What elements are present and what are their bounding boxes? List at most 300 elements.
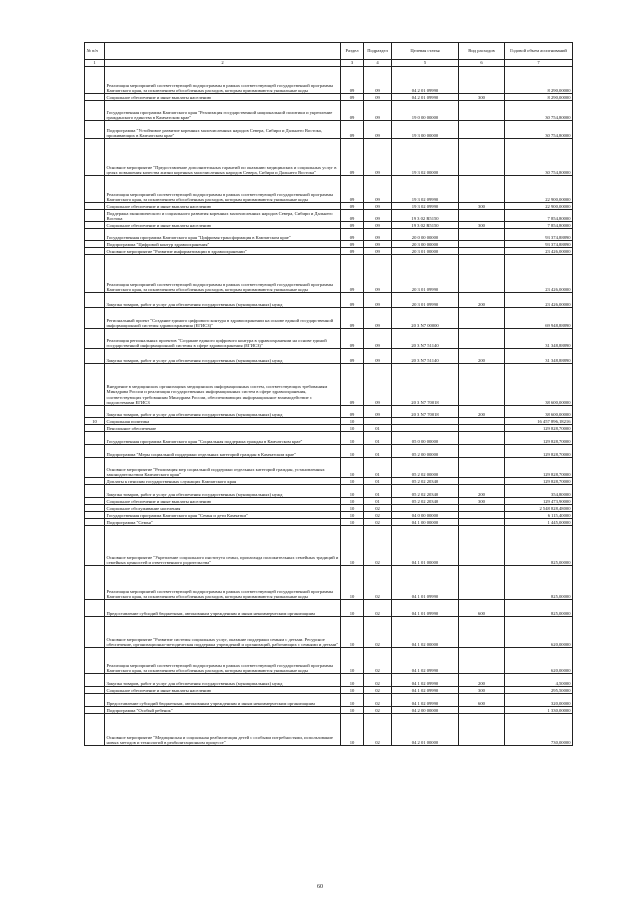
cell-no bbox=[85, 600, 105, 617]
header-row bbox=[85, 43, 573, 60]
cell-no bbox=[85, 176, 105, 203]
cell-sum: 2 548 828,48000 bbox=[505, 505, 573, 512]
cell-sum: 825,00000 bbox=[505, 566, 573, 600]
cell-target: 04 2 01 09990 bbox=[392, 67, 459, 94]
cell-name: Основное мероприятие "Предоставление дополнительных гарантий по оказанию медицинских и социальных услуг в целях повышения качества жизни коренных малочисленных народов Севера, Сибири и Дальнего Востока" bbox=[105, 139, 341, 176]
cell-no bbox=[85, 707, 105, 714]
cell-no bbox=[85, 505, 105, 512]
col-number: 6 bbox=[459, 60, 505, 67]
cell-no bbox=[85, 248, 105, 255]
table-row bbox=[85, 694, 573, 707]
col-header-no: № п/п bbox=[85, 43, 105, 60]
col-header-razdel: Раздел bbox=[341, 43, 364, 60]
cell-vid bbox=[459, 364, 505, 406]
cell-no bbox=[85, 674, 105, 687]
cell-vid: 300 bbox=[459, 203, 505, 210]
cell-sum: 38 600,00000 bbox=[505, 406, 573, 418]
cell-no bbox=[85, 425, 105, 432]
cell-name: Социальное обеспечение и иные выплаты населению bbox=[105, 222, 341, 229]
cell-podrazdel: 09 bbox=[364, 248, 392, 255]
cell-vid bbox=[459, 329, 505, 349]
cell-name: Закупка товаров, работ и услуг для обеспечения государственных (муниципальных) нужд bbox=[105, 293, 341, 308]
table-row bbox=[85, 600, 573, 617]
table-row bbox=[85, 210, 573, 222]
cell-name: Реализация мероприятий соответствующей подпрограммы в рамках соответствующей государственной программы Камчатского края, за исключением обособленных расходов, которым присваиваются уникальные коды bbox=[105, 176, 341, 203]
cell-sum: 1 445,00000 bbox=[505, 519, 573, 526]
cell-name: Предоставление субсидий бюджетным, автономным учреждениям и иным некоммерческим организациям bbox=[105, 694, 341, 707]
cell-razdel: 09 bbox=[341, 329, 364, 349]
cell-vid bbox=[459, 210, 505, 222]
table-row bbox=[85, 67, 573, 94]
cell-sum: 93 374,88890 bbox=[505, 229, 573, 241]
cell-razdel: 09 bbox=[341, 349, 364, 364]
cell-podrazdel: 09 bbox=[364, 349, 392, 364]
cell-name: Реализация мероприятий соответствующей подпрограммы в рамках соответствующей государственной программы Камчатского края, за исключением обособленных расходов, которым присваиваются уникальные коды bbox=[105, 67, 341, 94]
cell-target: 20 3 N7 70018 bbox=[392, 364, 459, 406]
cell-name: Основное мероприятие "Реализация мер социальной поддержки отдельных категорий граждан, установленных законодательством Камчатского края" bbox=[105, 458, 341, 478]
cell-podrazdel: 01 bbox=[364, 425, 392, 432]
table-row bbox=[85, 139, 573, 176]
cell-name: Реализация мероприятий соответствующей подпрограммы в рамках соответствующей государственной программы Камчатского края, за исключением обособленных расходов, которым присваиваются уникальные коды bbox=[105, 566, 341, 600]
cell-sum: 31 348,88890 bbox=[505, 329, 573, 349]
table-row bbox=[85, 101, 573, 121]
cell-sum: 22 900,00000 bbox=[505, 176, 573, 203]
cell-podrazdel: 01 bbox=[364, 485, 392, 498]
cell-podrazdel: 01 bbox=[364, 498, 392, 505]
table-row bbox=[85, 648, 573, 674]
cell-razdel: 10 bbox=[341, 432, 364, 445]
cell-name: Государственная программа Камчатского края "Семья и дети Камчатки" bbox=[105, 512, 341, 519]
cell-target: 19 3 02 R5150 bbox=[392, 210, 459, 222]
table-row bbox=[85, 425, 573, 432]
cell-vid: 600 bbox=[459, 694, 505, 707]
cell-razdel: 09 bbox=[341, 229, 364, 241]
cell-sum: 129 828,70000 bbox=[505, 478, 573, 485]
cell-no bbox=[85, 406, 105, 418]
cell-sum: 30 754,80000 bbox=[505, 121, 573, 139]
cell-target: 05 2 02 00000 bbox=[392, 458, 459, 478]
cell-razdel: 10 bbox=[341, 418, 364, 425]
cell-name: Социальное обеспечение и иные выплаты населению bbox=[105, 203, 341, 210]
cell-sum: 129 828,70000 bbox=[505, 432, 573, 445]
cell-name: Основное мероприятие "Развитие системы социальных услуг, оказание поддержки семьям с детьми. Ресурсное обеспечение, организационно-методическая поддержка учреждений и организаций, работающих с семьями и детьми" bbox=[105, 617, 341, 648]
cell-razdel: 09 bbox=[341, 176, 364, 203]
cell-sum: 354,80000 bbox=[505, 485, 573, 498]
cell-vid: 200 bbox=[459, 293, 505, 308]
cell-podrazdel: 02 bbox=[364, 512, 392, 519]
cell-razdel: 09 bbox=[341, 241, 364, 248]
cell-no bbox=[85, 566, 105, 600]
table-row bbox=[85, 248, 573, 255]
cell-podrazdel: 09 bbox=[364, 121, 392, 139]
budget-table-sheet bbox=[84, 42, 572, 746]
table-row bbox=[85, 432, 573, 445]
cell-podrazdel: 09 bbox=[364, 293, 392, 308]
table-row bbox=[85, 329, 573, 349]
cell-no bbox=[85, 458, 105, 478]
table-row bbox=[85, 458, 573, 478]
cell-razdel: 10 bbox=[341, 600, 364, 617]
cell-vid bbox=[459, 445, 505, 458]
cell-vid bbox=[459, 121, 505, 139]
cell-target: 19 0 00 00000 bbox=[392, 101, 459, 121]
cell-target: 04 2 01 09990 bbox=[392, 94, 459, 101]
cell-razdel: 10 bbox=[341, 566, 364, 600]
cell-no bbox=[85, 329, 105, 349]
cell-podrazdel: 09 bbox=[364, 101, 392, 121]
cell-vid bbox=[459, 458, 505, 478]
cell-sum: 620,00000 bbox=[505, 617, 573, 648]
cell-no bbox=[85, 94, 105, 101]
cell-podrazdel: 09 bbox=[364, 241, 392, 248]
cell-podrazdel: 09 bbox=[364, 308, 392, 329]
table-row bbox=[85, 687, 573, 694]
cell-no bbox=[85, 255, 105, 293]
table-body bbox=[85, 67, 573, 746]
cell-podrazdel: 09 bbox=[364, 329, 392, 349]
cell-razdel: 10 bbox=[341, 478, 364, 485]
cell-sum: 23 426,00000 bbox=[505, 248, 573, 255]
cell-sum: 31 348,88890 bbox=[505, 349, 573, 364]
col-number: 4 bbox=[364, 60, 392, 67]
cell-sum: 295,50000 bbox=[505, 687, 573, 694]
cell-name: Подпрограмма "Цифровой контур здравоохранения" bbox=[105, 241, 341, 248]
cell-podrazdel bbox=[364, 418, 392, 425]
cell-razdel: 10 bbox=[341, 687, 364, 694]
col-header-sum: Годовой объем ассигнований bbox=[505, 43, 573, 60]
cell-name: Основное мероприятие "Укрепление социального института семьи, пропаганда положительных семейных традиций и семейных ценностей и ответственного родительства" bbox=[105, 526, 341, 566]
cell-target: 20 0 00 00000 bbox=[392, 229, 459, 241]
cell-name: Закупка товаров, работ и услуг для обеспечения государственных (муниципальных) нужд bbox=[105, 349, 341, 364]
cell-target: 20 3 01 09990 bbox=[392, 293, 459, 308]
cell-razdel: 09 bbox=[341, 203, 364, 210]
cell-name: Социальное обеспечение и иные выплаты населению bbox=[105, 94, 341, 101]
cell-name: Подпрограмма "Меры социальной поддержки отдельных категорий граждан в Камчатском крае" bbox=[105, 445, 341, 458]
cell-sum: 7 854,80000 bbox=[505, 222, 573, 229]
cell-sum: 4,50000 bbox=[505, 674, 573, 687]
cell-vid bbox=[459, 512, 505, 519]
cell-sum: 23 426,00000 bbox=[505, 255, 573, 293]
cell-name: Государственная программа Камчатского края "Реализация государственной национальной политики и укрепление гражданского единства в Камчатском крае" bbox=[105, 101, 341, 121]
cell-vid bbox=[459, 425, 505, 432]
cell-no bbox=[85, 526, 105, 566]
cell-name: Пенсионное обеспечение bbox=[105, 425, 341, 432]
cell-razdel: 10 bbox=[341, 512, 364, 519]
cell-target: 20 3 01 09990 bbox=[392, 255, 459, 293]
cell-target: 04 1 02 09990 bbox=[392, 694, 459, 707]
cell-no bbox=[85, 364, 105, 406]
cell-name: Государственная программа Камчатского края "Цифровая трансформация в Камчатском крае" bbox=[105, 229, 341, 241]
cell-name: Доплаты к пенсиям государственных служащих Камчатского края bbox=[105, 478, 341, 485]
cell-razdel: 09 bbox=[341, 210, 364, 222]
table-row bbox=[85, 526, 573, 566]
cell-razdel: 09 bbox=[341, 121, 364, 139]
cell-sum: 6 115,40000 bbox=[505, 512, 573, 519]
cell-target: 19 3 00 00000 bbox=[392, 121, 459, 139]
cell-no bbox=[85, 121, 105, 139]
cell-no bbox=[85, 222, 105, 229]
cell-podrazdel: 02 bbox=[364, 505, 392, 512]
cell-sum: 93 374,88890 bbox=[505, 241, 573, 248]
table-row bbox=[85, 222, 573, 229]
cell-name: Подпрограмма "Семья" bbox=[105, 519, 341, 526]
cell-no bbox=[85, 432, 105, 445]
cell-vid: 300 bbox=[459, 222, 505, 229]
cell-target: 19 3 02 R5150 bbox=[392, 222, 459, 229]
cell-sum: 38 600,00000 bbox=[505, 364, 573, 406]
cell-sum: 23 426,00000 bbox=[505, 293, 573, 308]
cell-target: 05 2 00 00000 bbox=[392, 445, 459, 458]
cell-razdel: 09 bbox=[341, 308, 364, 329]
cell-no bbox=[85, 478, 105, 485]
cell-target: 20 3 N7 00000 bbox=[392, 308, 459, 329]
cell-no bbox=[85, 293, 105, 308]
cell-no bbox=[85, 519, 105, 526]
col-header-vid: Вид расходов bbox=[459, 43, 505, 60]
cell-podrazdel: 02 bbox=[364, 519, 392, 526]
cell-name: Поддержка экономического и социального развития коренных малочисленных народов Севера, Сибири и Дальнего Востока bbox=[105, 210, 341, 222]
cell-no bbox=[85, 210, 105, 222]
cell-podrazdel: 09 bbox=[364, 210, 392, 222]
cell-vid: 300 bbox=[459, 94, 505, 101]
cell-sum: 8 290,00000 bbox=[505, 94, 573, 101]
cell-podrazdel: 01 bbox=[364, 445, 392, 458]
cell-target: 20 3 00 00000 bbox=[392, 241, 459, 248]
table-row bbox=[85, 293, 573, 308]
cell-razdel: 10 bbox=[341, 485, 364, 498]
col-header-podrazdel: Подраздел bbox=[364, 43, 392, 60]
cell-podrazdel: 01 bbox=[364, 458, 392, 478]
cell-target: 04 2 01 00000 bbox=[392, 714, 459, 746]
column-number-row bbox=[85, 60, 573, 67]
cell-vid: 200 bbox=[459, 406, 505, 418]
cell-target: 05 0 00 00000 bbox=[392, 432, 459, 445]
cell-razdel: 09 bbox=[341, 222, 364, 229]
cell-target: 05 2 02 20340 bbox=[392, 485, 459, 498]
cell-vid bbox=[459, 101, 505, 121]
cell-sum: 825,00000 bbox=[505, 526, 573, 566]
cell-name: Подпрограмма "Особый ребенок" bbox=[105, 707, 341, 714]
cell-razdel: 10 bbox=[341, 648, 364, 674]
cell-podrazdel: 09 bbox=[364, 176, 392, 203]
cell-name: Закупка товаров, работ и услуг для обеспечения государственных (муниципальных) нужд bbox=[105, 485, 341, 498]
cell-target bbox=[392, 505, 459, 512]
cell-razdel: 09 bbox=[341, 248, 364, 255]
cell-podrazdel: 02 bbox=[364, 617, 392, 648]
cell-vid bbox=[459, 714, 505, 746]
cell-target: 04 1 02 09990 bbox=[392, 648, 459, 674]
cell-vid bbox=[459, 241, 505, 248]
table-row bbox=[85, 674, 573, 687]
cell-target: 19 3 02 09990 bbox=[392, 176, 459, 203]
cell-vid bbox=[459, 418, 505, 425]
cell-target: 04 1 02 09990 bbox=[392, 674, 459, 687]
cell-name: Закупка товаров, работ и услуг для обеспечения государственных (муниципальных) нужд bbox=[105, 406, 341, 418]
cell-podrazdel: 02 bbox=[364, 566, 392, 600]
table-row bbox=[85, 364, 573, 406]
table-row bbox=[85, 203, 573, 210]
cell-podrazdel: 02 bbox=[364, 687, 392, 694]
cell-podrazdel: 02 bbox=[364, 714, 392, 746]
table-row bbox=[85, 121, 573, 139]
cell-razdel: 10 bbox=[341, 458, 364, 478]
cell-target: 04 1 01 09990 bbox=[392, 600, 459, 617]
cell-razdel: 09 bbox=[341, 67, 364, 94]
cell-no bbox=[85, 617, 105, 648]
cell-razdel: 10 bbox=[341, 707, 364, 714]
cell-razdel: 10 bbox=[341, 498, 364, 505]
cell-razdel: 10 bbox=[341, 526, 364, 566]
cell-podrazdel: 02 bbox=[364, 600, 392, 617]
cell-razdel: 10 bbox=[341, 425, 364, 432]
cell-target: 05 2 02 20340 bbox=[392, 498, 459, 505]
cell-no bbox=[85, 229, 105, 241]
cell-razdel: 09 bbox=[341, 94, 364, 101]
budget-table bbox=[84, 42, 573, 746]
cell-sum: 16 457 896,18216 bbox=[505, 418, 573, 425]
cell-vid: 200 bbox=[459, 485, 505, 498]
cell-podrazdel: 09 bbox=[364, 203, 392, 210]
cell-razdel: 10 bbox=[341, 694, 364, 707]
cell-podrazdel: 02 bbox=[364, 707, 392, 714]
table-row bbox=[85, 241, 573, 248]
page-number: 60 bbox=[317, 884, 323, 890]
cell-sum: 22 900,00000 bbox=[505, 203, 573, 210]
cell-razdel: 09 bbox=[341, 406, 364, 418]
cell-razdel: 10 bbox=[341, 714, 364, 746]
cell-name: Внедрение в медицинских организациях медицинских информационных систем, соответствующих требованиям Минздрава России и реализация государственных информационных систем в сфере здравоохранения, соответствующих требованиям Минздрава России, обеспечивающих информационное взаимодействие с подсистемами ЕГИСЗ bbox=[105, 364, 341, 406]
cell-target: 19 3 02 09990 bbox=[392, 203, 459, 210]
cell-razdel: 09 bbox=[341, 364, 364, 406]
cell-vid bbox=[459, 255, 505, 293]
table-row bbox=[85, 418, 573, 425]
cell-podrazdel: 09 bbox=[364, 67, 392, 94]
cell-podrazdel: 09 bbox=[364, 364, 392, 406]
col-number: 5 bbox=[392, 60, 459, 67]
cell-name: Социальное обеспечение и иные выплаты населению bbox=[105, 687, 341, 694]
cell-sum: 69 948,88890 bbox=[505, 308, 573, 329]
cell-vid: 600 bbox=[459, 600, 505, 617]
cell-target bbox=[392, 418, 459, 425]
cell-razdel: 10 bbox=[341, 445, 364, 458]
table-row bbox=[85, 308, 573, 329]
cell-name: Основное мероприятие "Развитие информатизации в здравоохранении" bbox=[105, 248, 341, 255]
cell-sum: 129 828,70000 bbox=[505, 445, 573, 458]
cell-vid: 300 bbox=[459, 498, 505, 505]
table-row bbox=[85, 349, 573, 364]
cell-podrazdel: 09 bbox=[364, 222, 392, 229]
cell-vid bbox=[459, 648, 505, 674]
cell-podrazdel: 02 bbox=[364, 674, 392, 687]
cell-no bbox=[85, 648, 105, 674]
cell-target: 04 2 00 00000 bbox=[392, 707, 459, 714]
cell-sum: 320,00000 bbox=[505, 694, 573, 707]
table-row bbox=[85, 617, 573, 648]
cell-target: 20 3 N7 51140 bbox=[392, 349, 459, 364]
cell-podrazdel: 01 bbox=[364, 432, 392, 445]
table-row bbox=[85, 707, 573, 714]
cell-name: Предоставление субсидий бюджетным, автономным учреждениям и иным некоммерческим организациям bbox=[105, 600, 341, 617]
cell-sum: 620,00000 bbox=[505, 648, 573, 674]
cell-vid bbox=[459, 478, 505, 485]
cell-vid: 200 bbox=[459, 349, 505, 364]
cell-podrazdel: 09 bbox=[364, 94, 392, 101]
cell-no bbox=[85, 445, 105, 458]
cell-podrazdel: 09 bbox=[364, 255, 392, 293]
cell-target: 20 3 N7 70018 bbox=[392, 406, 459, 418]
table-row bbox=[85, 255, 573, 293]
cell-vid bbox=[459, 707, 505, 714]
cell-sum: 1 330,00000 bbox=[505, 707, 573, 714]
cell-no bbox=[85, 714, 105, 746]
cell-vid bbox=[459, 505, 505, 512]
cell-no bbox=[85, 241, 105, 248]
cell-no bbox=[85, 498, 105, 505]
col-number: 7 bbox=[505, 60, 573, 67]
cell-podrazdel: 09 bbox=[364, 139, 392, 176]
cell-target: 20 3 01 00000 bbox=[392, 248, 459, 255]
cell-razdel: 10 bbox=[341, 674, 364, 687]
cell-sum: 30 754,80000 bbox=[505, 101, 573, 121]
cell-vid bbox=[459, 519, 505, 526]
cell-name: Социальная политика bbox=[105, 418, 341, 425]
col-number: 3 bbox=[341, 60, 364, 67]
cell-podrazdel: 02 bbox=[364, 648, 392, 674]
cell-target: 19 3 02 00000 bbox=[392, 139, 459, 176]
cell-no bbox=[85, 139, 105, 176]
col-header-target: Целевая статья bbox=[392, 43, 459, 60]
cell-name: Государственная программа Камчатского края "Социальная поддержка граждан в Камчатском крае" bbox=[105, 432, 341, 445]
cell-name: Реализация мероприятий соответствующей подпрограммы в рамках соответствующей государственной программы Камчатского края, за исключением обособленных расходов, которым присваиваются уникальные коды bbox=[105, 648, 341, 674]
cell-target: 04 1 01 09990 bbox=[392, 566, 459, 600]
table-row bbox=[85, 478, 573, 485]
cell-target: 20 3 N7 51140 bbox=[392, 329, 459, 349]
cell-razdel: 09 bbox=[341, 101, 364, 121]
cell-sum: 30 754,80000 bbox=[505, 139, 573, 176]
cell-vid: 200 bbox=[459, 674, 505, 687]
table-row bbox=[85, 566, 573, 600]
cell-name: Подпрограмма "Устойчивое развитие коренных малочисленных народов Севера, Сибири и Дальнего Востока, проживающих в Камчатском крае" bbox=[105, 121, 341, 139]
cell-vid: 300 bbox=[459, 687, 505, 694]
cell-sum: 825,00000 bbox=[505, 600, 573, 617]
cell-sum: 730,00000 bbox=[505, 714, 573, 746]
col-header-name bbox=[105, 43, 341, 60]
cell-vid bbox=[459, 432, 505, 445]
cell-no bbox=[85, 308, 105, 329]
cell-target: 04 1 02 00000 bbox=[392, 617, 459, 648]
table-row bbox=[85, 498, 573, 505]
cell-name: Основное мероприятие "Медицинская и социальная реабилитация детей с особыми потребностями, использование новых методов и технологий в реабилитационном процессе" bbox=[105, 714, 341, 746]
cell-target bbox=[392, 425, 459, 432]
cell-no bbox=[85, 694, 105, 707]
cell-name: Социальное обеспечение и иные выплаты населению bbox=[105, 498, 341, 505]
table-row bbox=[85, 505, 573, 512]
cell-podrazdel: 09 bbox=[364, 229, 392, 241]
cell-target: 04 1 00 00000 bbox=[392, 519, 459, 526]
cell-vid bbox=[459, 308, 505, 329]
table-row bbox=[85, 519, 573, 526]
cell-razdel: 09 bbox=[341, 255, 364, 293]
cell-sum: 7 854,80000 bbox=[505, 210, 573, 222]
cell-podrazdel: 02 bbox=[364, 694, 392, 707]
cell-vid bbox=[459, 176, 505, 203]
cell-sum: 8 290,00000 bbox=[505, 67, 573, 94]
cell-razdel: 09 bbox=[341, 139, 364, 176]
table-row bbox=[85, 485, 573, 498]
cell-vid bbox=[459, 229, 505, 241]
cell-sum: 129 473,90000 bbox=[505, 498, 573, 505]
cell-no bbox=[85, 687, 105, 694]
